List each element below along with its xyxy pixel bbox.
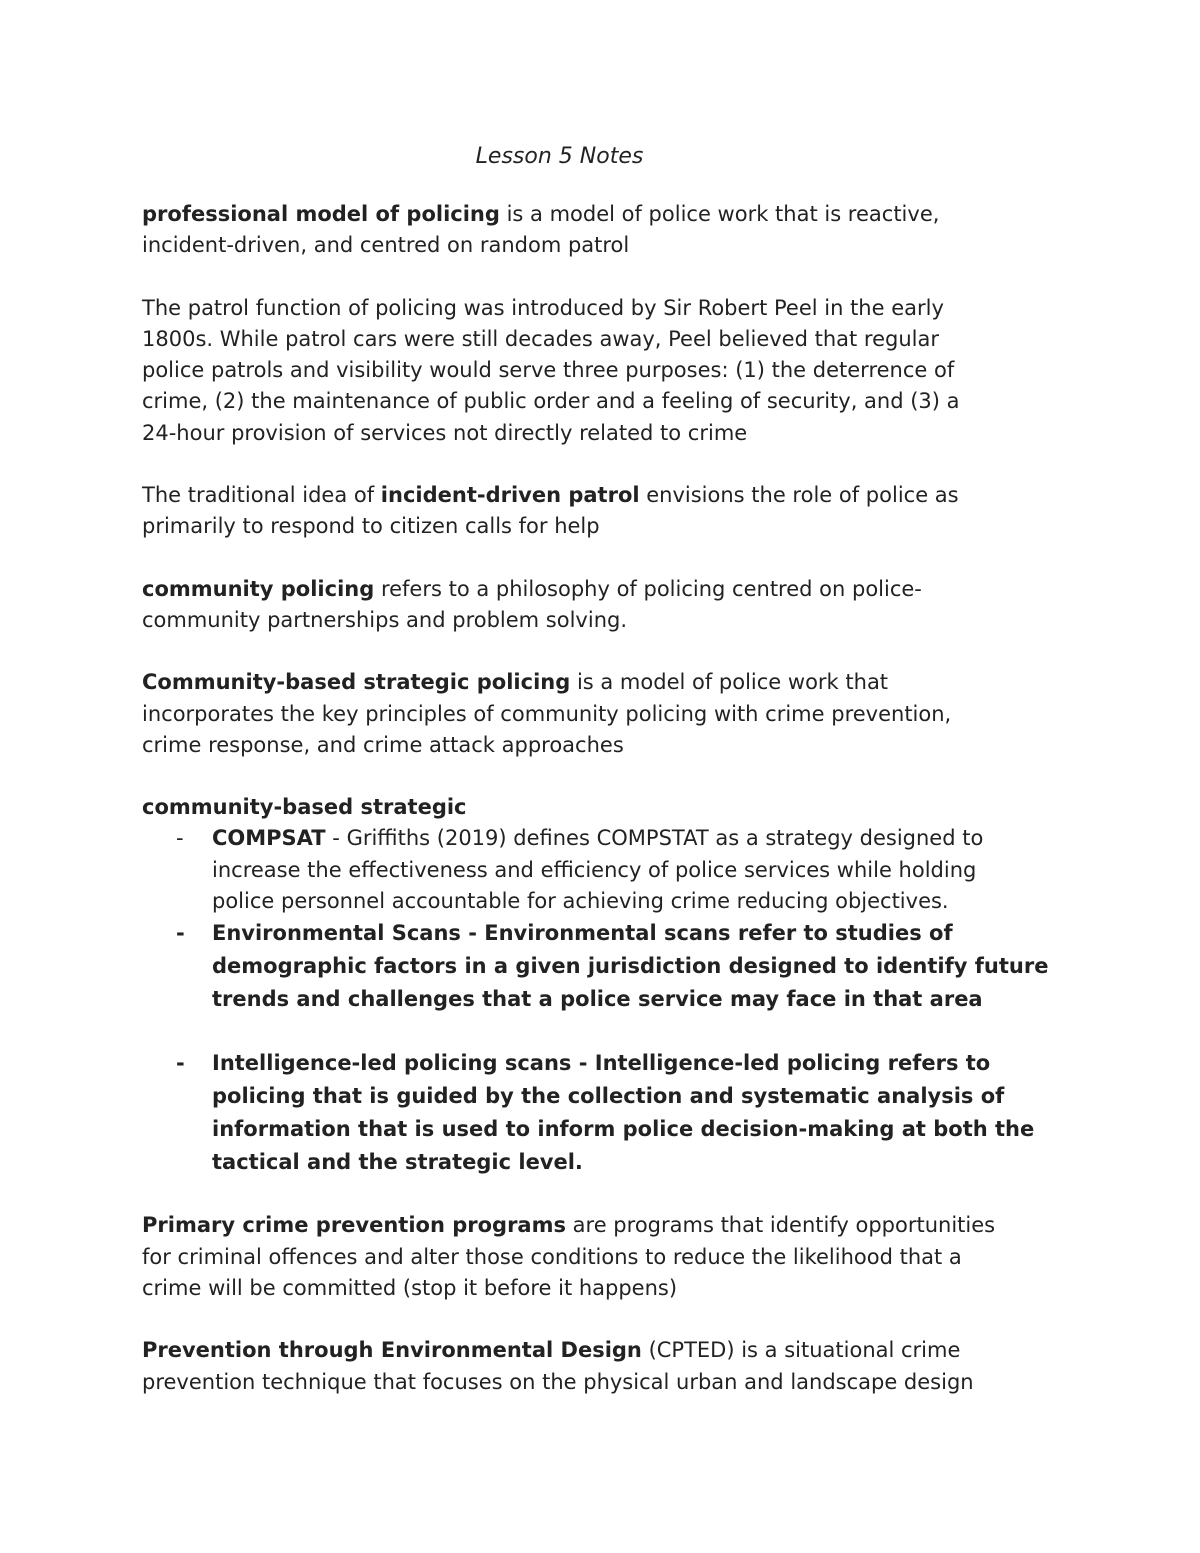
paragraph-incident-driven [142, 480, 1077, 543]
paragraph-professional-model [142, 199, 1077, 262]
paragraph-line: The patrol function of policing was introduced by Sir Robert Peel in the early [142, 295, 944, 320]
term-prevention-through-environmental-design: Prevention through Environmental Design [142, 1338, 642, 1363]
definition-text: Intelligence-led policing refers to [594, 1051, 991, 1076]
paragraph-cpted [142, 1335, 1077, 1398]
paragraph-line: crime will be committed (stop it before it happens) [142, 1275, 678, 1300]
list-item-line: tactical and the strategic level. [212, 1150, 583, 1175]
dash-bullet: - [176, 826, 184, 851]
definition-text: is a model of police work that [570, 670, 889, 695]
separator: - [460, 921, 485, 946]
paragraph-line: incorporates the key principles of community policing with crime prevention, [142, 701, 952, 726]
paragraph-line [142, 1335, 1077, 1366]
list-item-line: information that is used to inform police decision-making at both the [212, 1117, 1035, 1142]
definition-text: Environmental scans refer to studies of [484, 921, 953, 946]
paragraph-patrol-function [142, 293, 1077, 449]
list-item-line [212, 1047, 1077, 1080]
document-page [142, 141, 1077, 1398]
bullet-list [142, 823, 1077, 1179]
paragraph-line: crime response, and crime attack approaches [142, 732, 624, 757]
definition-text: (CPTED) is a situational crime [641, 1338, 961, 1363]
paragraph-line: crime, (2) the maintenance of public order and a feeling of security, and (3) a [142, 389, 960, 414]
paragraph-line [142, 574, 1077, 605]
paragraph-text: envisions the role of police as [639, 483, 959, 508]
paragraph-line [142, 199, 1077, 230]
list-item-line: trends and challenges that a police service may face in that area [212, 987, 983, 1012]
list-item-line [212, 823, 1077, 854]
term-primary-crime-prevention-programs: Primary crime prevention programs [142, 1213, 566, 1238]
definition-text: refers to a philosophy of policing centred on police- [374, 576, 922, 601]
list-item-compstat [142, 823, 1077, 917]
paragraph-community-based-strategic-policing [142, 667, 1077, 761]
paragraph-line: incident-driven, and centred on random patrol [142, 233, 630, 258]
separator: - [571, 1051, 595, 1076]
dash-bullet: - [176, 921, 185, 946]
term-community-based-strategic-policing: Community-based strategic policing [142, 670, 571, 695]
separator: - [325, 826, 347, 851]
paragraph-line: community partnerships and problem solving. [142, 607, 628, 632]
term-compsat: COMPSAT [212, 826, 326, 851]
section-heading [142, 792, 1077, 823]
paragraph-primary-crime-prevention [142, 1210, 1077, 1304]
paragraph-line: 24-hour provision of services not directly related to crime [142, 420, 748, 445]
term-community-policing: community policing [142, 576, 375, 601]
paragraph-line: for criminal offences and alter those conditions to reduce the likelihood that a [142, 1244, 962, 1269]
list-item-line: policing that is guided by the collection and systematic analysis of [212, 1084, 1005, 1109]
term-incident-driven-patrol: incident-driven patrol [380, 483, 640, 508]
list-item-line: demographic factors in a given jurisdiction designed to identify future [212, 954, 1049, 979]
list-item-environmental-scans [142, 917, 1077, 1016]
document-title: Lesson 5 Notes [475, 144, 644, 169]
definition-text: are programs that identify opportunities [566, 1213, 996, 1238]
definition-text: is a model of police work that is reactive, [499, 202, 940, 226]
paragraph-line: police patrols and visibility would serve three purposes: (1) the deterrence of [142, 358, 955, 383]
dash-bullet: - [176, 1051, 185, 1076]
paragraph-text: The traditional idea of [142, 483, 381, 508]
paragraph-line: 1800s. While patrol cars were still decades away, Peel believed that regular [142, 326, 939, 351]
paragraph-line: primarily to respond to citizen calls for help [142, 514, 600, 539]
paragraph-community-policing [142, 574, 1077, 637]
term-environmental-scans: Environmental Scans [212, 921, 461, 946]
term-professional-model: professional model of policing [142, 202, 500, 226]
paragraph-line: prevention technique that focuses on the physical urban and landscape design [142, 1369, 974, 1394]
list-item-line: increase the effectiveness and efficiency of police services while holding [212, 857, 977, 882]
section-heading-text: community-based strategic [142, 795, 467, 820]
paragraph-line [142, 667, 1077, 698]
paragraph-line [142, 480, 1077, 511]
list-item-intelligence-led-policing [142, 1047, 1077, 1179]
section-community-based-strategic [142, 792, 1077, 1179]
term-intelligence-led-policing-scans: Intelligence-led policing scans [212, 1051, 572, 1076]
list-item-line: police personnel accountable for achieving crime reducing objectives. [212, 889, 949, 914]
list-item-line [212, 917, 1077, 950]
definition-text: Griffiths (2019) defines COMPSTAT as a strategy designed to [346, 826, 984, 851]
paragraph-line [142, 1210, 1077, 1241]
